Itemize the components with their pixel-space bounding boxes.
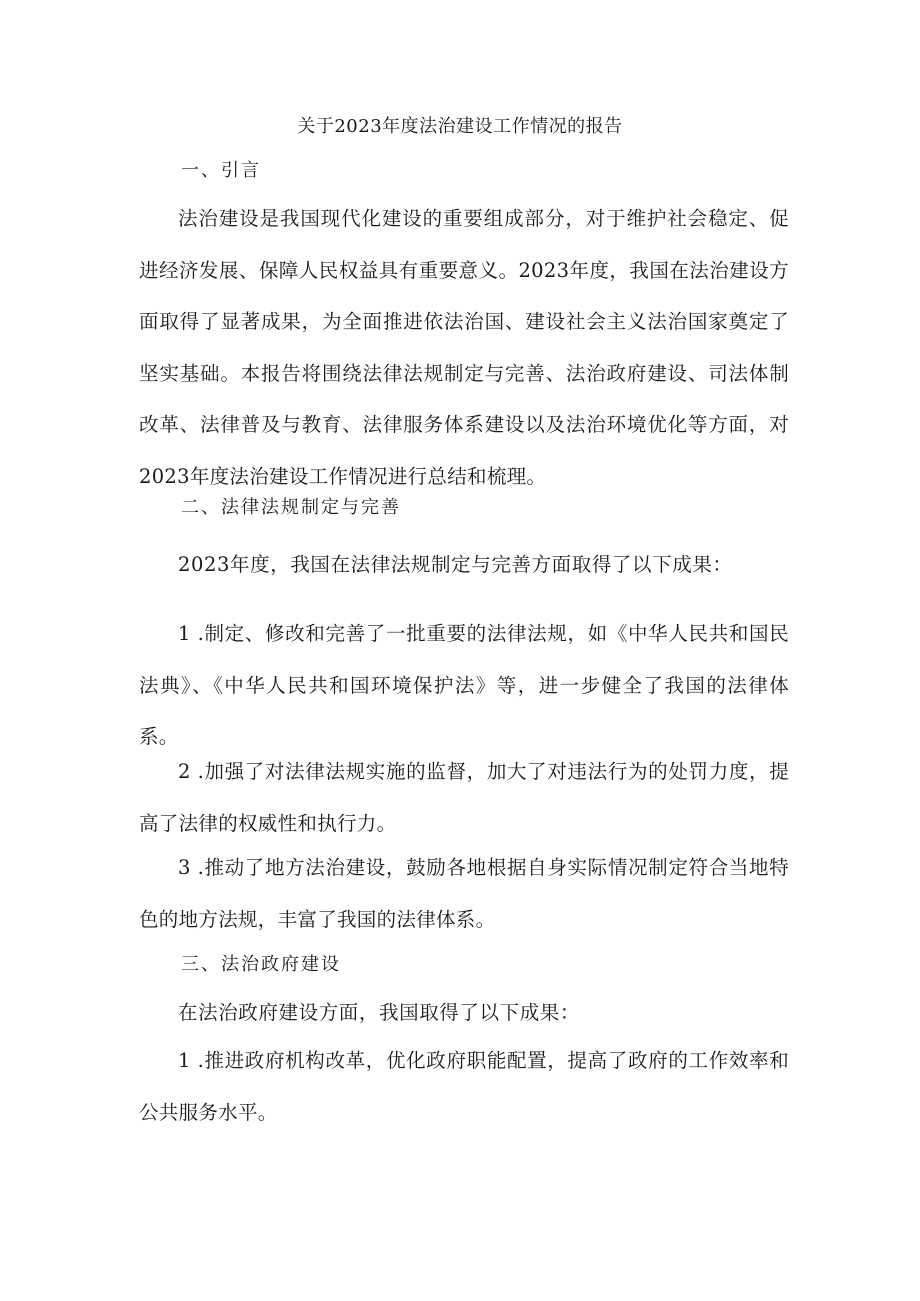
section-heading-intro: 一、引言 [181,160,261,181]
gov-intro-paragraph: 在法治政府建设方面，我国取得了以下成果： [178,1001,581,1024]
section-heading-gov: 三、法治政府建设 [181,954,341,975]
intro-paragraph: 法治建设是我国现代化建设的重要组成部分，对于维护社会稳定、促进经济发展、保障人民权益具有重要意义。2023年度，我国在法治建设方面取得了显著成果，为全面推进依法治国、建设社会主义法治国家奠定了坚实基础。本报告将围绕法律法规制定与完善、法治政府建设、司法体制改革、法律普及与教育、法律服务体系建设以及法治环境优化等方面，对2023年度法治建设工作情况进行总结和梳理。 [139,207,789,488]
law-item-1: 1 .制定、修改和完善了一批重要的法律法规，如《中华人民共和国民法典》、《中华人民共和国环境保护法》等，进一步健全了我国的法律体系。 [139,622,789,748]
law-item-3: 3 .推动了地方法治建设，鼓励各地根据自身实际情况制定符合当地特色的地方法规，丰富了我国的法律体系。 [139,856,789,931]
section-heading-law: 二、法律法规制定与完善 [181,497,401,518]
law-intro-paragraph: 2023年度，我国在法律法规制定与完善方面取得了以下成果： [178,553,733,576]
law-item-2: 2 .加强了对法律法规实施的监督，加大了对违法行为的处罚力度，提高了法律的权威性和执行力。 [139,760,789,835]
document-title: 关于2023年度法治建设工作情况的报告 [297,116,623,137]
gov-item-1: 1 .推进政府机构改革，优化政府职能配置，提高了政府的工作效率和公共服务水平。 [139,1049,789,1124]
